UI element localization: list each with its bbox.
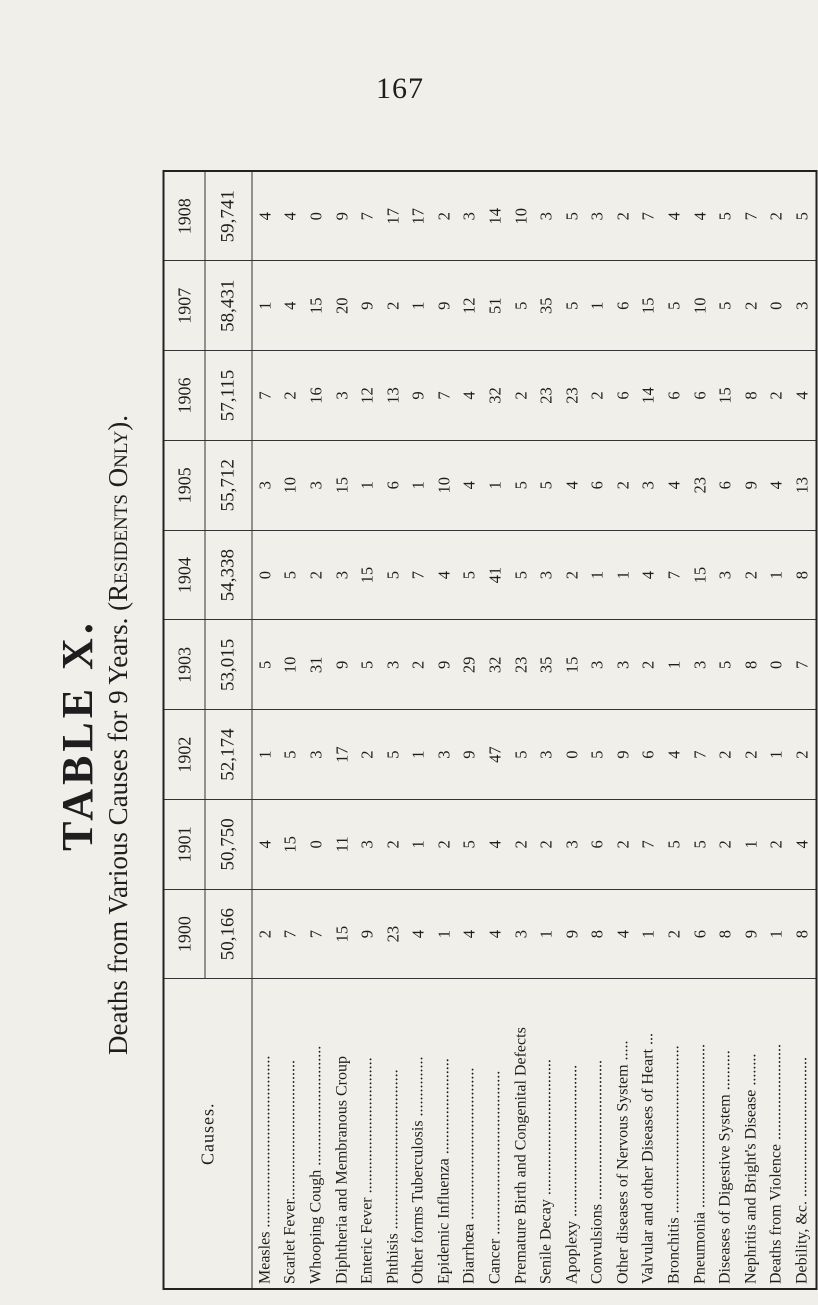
table-row xyxy=(662,171,688,1289)
value-cell: 12 xyxy=(355,351,381,441)
value-cell: 3 xyxy=(329,351,355,441)
value-cell: 17 xyxy=(329,710,355,800)
value-cell: 2 xyxy=(739,530,765,620)
value-cell: 1 xyxy=(662,620,688,710)
population-cell: 55,712 xyxy=(205,440,252,530)
value-cell: 5 xyxy=(585,710,611,800)
value-cell: 1 xyxy=(585,530,611,620)
value-cell: 14 xyxy=(483,171,509,261)
table-row xyxy=(687,171,713,1289)
value-cell: 0 xyxy=(764,261,790,351)
value-cell: 51 xyxy=(483,261,509,351)
value-cell: 2 xyxy=(790,710,817,800)
value-cell: 3 xyxy=(687,620,713,710)
value-cell: 2 xyxy=(380,799,406,889)
table-row xyxy=(432,171,458,1289)
table-row xyxy=(406,171,432,1289)
value-cell: 5 xyxy=(508,710,534,800)
value-cell: 5 xyxy=(278,530,304,620)
value-cell: 15 xyxy=(559,620,585,710)
value-cell: 0 xyxy=(252,530,278,620)
value-cell: 9 xyxy=(611,710,637,800)
value-cell: 13 xyxy=(380,351,406,441)
value-cell: 4 xyxy=(278,171,304,261)
value-cell: 6 xyxy=(662,351,688,441)
cause-cell: Other diseases of Nervous System ..... xyxy=(611,979,637,1289)
value-cell: 5 xyxy=(457,530,483,620)
value-cell: 16 xyxy=(304,351,330,441)
value-cell: 15 xyxy=(636,261,662,351)
value-cell: 3 xyxy=(329,530,355,620)
value-cell: 4 xyxy=(662,440,688,530)
population-cell: 59,741 xyxy=(205,171,252,261)
population-cell: 52,174 xyxy=(205,710,252,800)
value-cell: 0 xyxy=(304,799,330,889)
caption-main: Deaths from Various Causes for 9 Years. xyxy=(103,617,134,1056)
value-cell: 15 xyxy=(687,530,713,620)
cause-cell: Diseases of Digestive System .......... xyxy=(713,979,739,1289)
population-cell: 53,015 xyxy=(205,620,252,710)
value-cell: 5 xyxy=(508,440,534,530)
value-cell: 2 xyxy=(585,351,611,441)
year-header: 1900 xyxy=(164,889,206,979)
value-cell: 2 xyxy=(432,799,458,889)
value-cell: 4 xyxy=(662,710,688,800)
value-cell: 47 xyxy=(483,710,509,800)
value-cell: 6 xyxy=(687,889,713,979)
value-cell: 3 xyxy=(790,261,817,351)
value-cell: 10 xyxy=(432,440,458,530)
table-row xyxy=(739,171,765,1289)
value-cell: 1 xyxy=(406,440,432,530)
value-cell: 2 xyxy=(739,261,765,351)
value-cell: 15 xyxy=(278,799,304,889)
value-cell: 9 xyxy=(329,620,355,710)
value-cell: 3 xyxy=(585,171,611,261)
value-cell: 2 xyxy=(380,261,406,351)
table-row xyxy=(534,171,560,1289)
year-header: 1908 xyxy=(164,171,206,261)
value-cell: 4 xyxy=(483,889,509,979)
value-cell: 3 xyxy=(559,799,585,889)
value-cell: 4 xyxy=(790,799,817,889)
value-cell: 9 xyxy=(432,261,458,351)
value-cell: 3 xyxy=(534,710,560,800)
value-cell: 2 xyxy=(611,799,637,889)
year-header: 1905 xyxy=(164,440,206,530)
value-cell: 3 xyxy=(304,710,330,800)
value-cell: 35 xyxy=(534,261,560,351)
value-cell: 5 xyxy=(713,620,739,710)
value-cell: 2 xyxy=(508,351,534,441)
value-cell: 2 xyxy=(764,171,790,261)
value-cell: 9 xyxy=(355,889,381,979)
value-cell: 3 xyxy=(534,530,560,620)
value-cell: 2 xyxy=(611,171,637,261)
caption-note: (Residents Only). xyxy=(103,414,134,611)
value-cell: 8 xyxy=(585,889,611,979)
value-cell: 8 xyxy=(790,889,817,979)
value-cell: 6 xyxy=(611,261,637,351)
value-cell: 4 xyxy=(457,351,483,441)
value-cell: 10 xyxy=(278,440,304,530)
value-cell: 2 xyxy=(764,799,790,889)
value-cell: 5 xyxy=(790,171,817,261)
value-cell: 3 xyxy=(457,171,483,261)
page-number: 167 xyxy=(376,72,424,105)
value-cell: 4 xyxy=(764,440,790,530)
cause-cell: Cancer ......................................... xyxy=(483,979,509,1289)
cause-cell: Nephritis and Bright's Disease ........ xyxy=(739,979,765,1289)
value-cell: 5 xyxy=(355,620,381,710)
year-header: 1904 xyxy=(164,530,206,620)
value-cell: 12 xyxy=(457,261,483,351)
value-cell: 4 xyxy=(687,171,713,261)
value-cell: 23 xyxy=(559,351,585,441)
value-cell: 17 xyxy=(406,171,432,261)
value-cell: 3 xyxy=(304,440,330,530)
value-cell: 5 xyxy=(252,620,278,710)
population-cell: 57,115 xyxy=(205,351,252,441)
value-cell: 3 xyxy=(252,440,278,530)
value-cell: 2 xyxy=(304,530,330,620)
population-cell: 50,166 xyxy=(205,889,252,979)
value-cell: 2 xyxy=(278,351,304,441)
value-cell: 1 xyxy=(764,530,790,620)
cause-cell: Scarlet Fever................................... xyxy=(278,979,304,1289)
value-cell: 23 xyxy=(508,620,534,710)
value-cell: 9 xyxy=(559,889,585,979)
cause-cell: Other forms Tuberculosis ............... xyxy=(406,979,432,1289)
value-cell: 7 xyxy=(790,620,817,710)
cause-cell: Phthisis ........................................ xyxy=(380,979,406,1289)
table-row xyxy=(559,171,585,1289)
table-row xyxy=(508,171,534,1289)
population-cell: 54,338 xyxy=(205,530,252,620)
value-cell: 8 xyxy=(739,351,765,441)
value-cell: 7 xyxy=(252,351,278,441)
value-cell: 15 xyxy=(329,889,355,979)
value-cell: 9 xyxy=(739,889,765,979)
value-cell: 5 xyxy=(559,261,585,351)
value-cell: 5 xyxy=(687,799,713,889)
value-cell: 3 xyxy=(611,620,637,710)
value-cell: 4 xyxy=(611,889,637,979)
value-cell: 7 xyxy=(432,351,458,441)
value-cell: 1 xyxy=(611,530,637,620)
value-cell: 1 xyxy=(252,261,278,351)
value-cell: 17 xyxy=(380,171,406,261)
value-cell: 1 xyxy=(406,261,432,351)
value-cell: 8 xyxy=(739,620,765,710)
value-cell: 7 xyxy=(739,171,765,261)
value-cell: 9 xyxy=(739,440,765,530)
table-row xyxy=(713,171,739,1289)
value-cell: 1 xyxy=(406,799,432,889)
value-cell: 1 xyxy=(636,889,662,979)
value-cell: 5 xyxy=(713,261,739,351)
table-row xyxy=(355,171,381,1289)
value-cell: 32 xyxy=(483,351,509,441)
value-cell: 0 xyxy=(304,171,330,261)
value-cell: 31 xyxy=(304,620,330,710)
deaths-table-wrapper xyxy=(163,170,818,1290)
value-cell: 2 xyxy=(355,710,381,800)
value-cell: 2 xyxy=(611,440,637,530)
value-cell: 41 xyxy=(483,530,509,620)
cause-cell: Valvular and other Diseases of Heart ... xyxy=(636,979,662,1289)
value-cell: 8 xyxy=(790,530,817,620)
table-label: TABLE X. xyxy=(52,619,102,851)
value-cell: 3 xyxy=(355,799,381,889)
value-cell: 11 xyxy=(329,799,355,889)
value-cell: 3 xyxy=(432,710,458,800)
value-cell: 2 xyxy=(559,530,585,620)
value-cell: 4 xyxy=(406,889,432,979)
value-cell: 15 xyxy=(329,440,355,530)
value-cell: 8 xyxy=(713,889,739,979)
value-cell: 4 xyxy=(636,530,662,620)
value-cell: 5 xyxy=(559,171,585,261)
value-cell: 1 xyxy=(406,710,432,800)
table-row xyxy=(764,171,790,1289)
value-cell: 2 xyxy=(764,351,790,441)
value-cell: 6 xyxy=(713,440,739,530)
year-header: 1907 xyxy=(164,261,206,351)
table-row xyxy=(790,171,817,1289)
value-cell: 3 xyxy=(508,889,534,979)
value-cell: 7 xyxy=(304,889,330,979)
value-cell: 0 xyxy=(559,710,585,800)
value-cell: 2 xyxy=(508,799,534,889)
value-cell: 10 xyxy=(687,261,713,351)
value-cell: 1 xyxy=(252,710,278,800)
cause-cell: Pneumonia ......................................... xyxy=(687,979,713,1289)
value-cell: 7 xyxy=(406,530,432,620)
cause-cell: Apoplexy ...................................... xyxy=(559,979,585,1289)
table-row xyxy=(329,171,355,1289)
value-cell: 14 xyxy=(636,351,662,441)
value-cell: 5 xyxy=(534,440,560,530)
value-cell: 4 xyxy=(790,351,817,441)
value-cell: 6 xyxy=(611,351,637,441)
value-cell: 6 xyxy=(687,351,713,441)
table-caption xyxy=(102,415,136,1055)
value-cell: 5 xyxy=(380,530,406,620)
cause-cell: Premature Birth and Congenital Defects xyxy=(508,979,534,1289)
table-body xyxy=(252,171,817,1289)
population-cell: 50,750 xyxy=(205,799,252,889)
value-cell: 6 xyxy=(585,799,611,889)
value-cell: 4 xyxy=(457,889,483,979)
value-cell: 5 xyxy=(278,710,304,800)
table-row xyxy=(278,171,304,1289)
value-cell: 2 xyxy=(662,889,688,979)
value-cell: 2 xyxy=(252,889,278,979)
value-cell: 3 xyxy=(534,171,560,261)
value-cell: 5 xyxy=(713,171,739,261)
table-heading xyxy=(35,175,155,1295)
value-cell: 7 xyxy=(278,889,304,979)
cause-cell: Diphtheria and Membranous Croup xyxy=(329,979,355,1289)
value-cell: 35 xyxy=(534,620,560,710)
value-cell: 10 xyxy=(508,171,534,261)
table-row xyxy=(252,171,278,1289)
table-row xyxy=(636,171,662,1289)
cause-cell: Senile Decay .................................. xyxy=(534,979,560,1289)
value-cell: 4 xyxy=(432,530,458,620)
value-cell: 5 xyxy=(662,261,688,351)
value-cell: 15 xyxy=(355,530,381,620)
causes-header: Causes. xyxy=(164,979,253,1289)
value-cell: 4 xyxy=(559,440,585,530)
value-cell: 4 xyxy=(483,799,509,889)
cause-cell: Whooping Cough .............................. xyxy=(304,979,330,1289)
value-cell: 5 xyxy=(457,799,483,889)
value-cell: 1 xyxy=(585,261,611,351)
value-cell: 32 xyxy=(483,620,509,710)
value-cell: 2 xyxy=(713,710,739,800)
value-cell: 15 xyxy=(304,261,330,351)
value-cell: 6 xyxy=(585,440,611,530)
value-cell: 3 xyxy=(636,440,662,530)
value-cell: 1 xyxy=(764,889,790,979)
table-row xyxy=(457,171,483,1289)
table-row xyxy=(304,171,330,1289)
value-cell: 6 xyxy=(636,710,662,800)
value-cell: 4 xyxy=(278,261,304,351)
table-row xyxy=(611,171,637,1289)
value-cell: 15 xyxy=(713,351,739,441)
value-cell: 1 xyxy=(739,799,765,889)
population-cell: 58,431 xyxy=(205,261,252,351)
value-cell: 2 xyxy=(739,710,765,800)
value-cell: 2 xyxy=(432,171,458,261)
year-header: 1903 xyxy=(164,620,206,710)
year-header-row xyxy=(164,171,206,1289)
value-cell: 4 xyxy=(252,799,278,889)
value-cell: 1 xyxy=(483,440,509,530)
table-row xyxy=(483,171,509,1289)
value-cell: 9 xyxy=(329,171,355,261)
value-cell: 9 xyxy=(355,261,381,351)
value-cell: 23 xyxy=(534,351,560,441)
value-cell: 9 xyxy=(406,351,432,441)
value-cell: 4 xyxy=(252,171,278,261)
value-cell: 7 xyxy=(636,171,662,261)
cause-cell: Measles ........................................... xyxy=(252,979,278,1289)
value-cell: 10 xyxy=(278,620,304,710)
value-cell: 7 xyxy=(662,530,688,620)
value-cell: 4 xyxy=(457,440,483,530)
value-cell: 5 xyxy=(508,530,534,620)
cause-cell: Enteric Fever .................................. xyxy=(355,979,381,1289)
value-cell: 7 xyxy=(355,171,381,261)
cause-cell: Debility, &c. ................................... xyxy=(790,979,817,1289)
cause-cell: Diarrhœa ...................................... xyxy=(457,979,483,1289)
value-cell: 3 xyxy=(713,530,739,620)
table-row xyxy=(585,171,611,1289)
value-cell: 1 xyxy=(764,710,790,800)
cause-cell: Convulsions ................................... xyxy=(585,979,611,1289)
value-cell: 23 xyxy=(687,440,713,530)
cause-cell: Epidemic Influenza ........................ xyxy=(432,979,458,1289)
value-cell: 3 xyxy=(380,620,406,710)
value-cell: 9 xyxy=(432,620,458,710)
value-cell: 9 xyxy=(457,710,483,800)
value-cell: 23 xyxy=(380,889,406,979)
value-cell: 20 xyxy=(329,261,355,351)
value-cell: 0 xyxy=(764,620,790,710)
value-cell: 1 xyxy=(355,440,381,530)
value-cell: 7 xyxy=(636,799,662,889)
table-row xyxy=(380,171,406,1289)
value-cell: 5 xyxy=(508,261,534,351)
value-cell: 2 xyxy=(406,620,432,710)
value-cell: 2 xyxy=(713,799,739,889)
deaths-table xyxy=(163,170,818,1290)
value-cell: 1 xyxy=(534,889,560,979)
value-cell: 3 xyxy=(585,620,611,710)
year-header: 1901 xyxy=(164,799,206,889)
value-cell: 29 xyxy=(457,620,483,710)
value-cell: 5 xyxy=(662,799,688,889)
value-cell: 5 xyxy=(380,710,406,800)
value-cell: 2 xyxy=(636,620,662,710)
year-header: 1902 xyxy=(164,710,206,800)
value-cell: 4 xyxy=(662,171,688,261)
year-header: 1906 xyxy=(164,351,206,441)
value-cell: 6 xyxy=(380,440,406,530)
value-cell: 1 xyxy=(432,889,458,979)
value-cell: 13 xyxy=(790,440,817,530)
cause-cell: Deaths from Violence ........................ xyxy=(764,979,790,1289)
value-cell: 7 xyxy=(687,710,713,800)
cause-cell: Bronchitis .......................................... xyxy=(662,979,688,1289)
value-cell: 2 xyxy=(534,799,560,889)
